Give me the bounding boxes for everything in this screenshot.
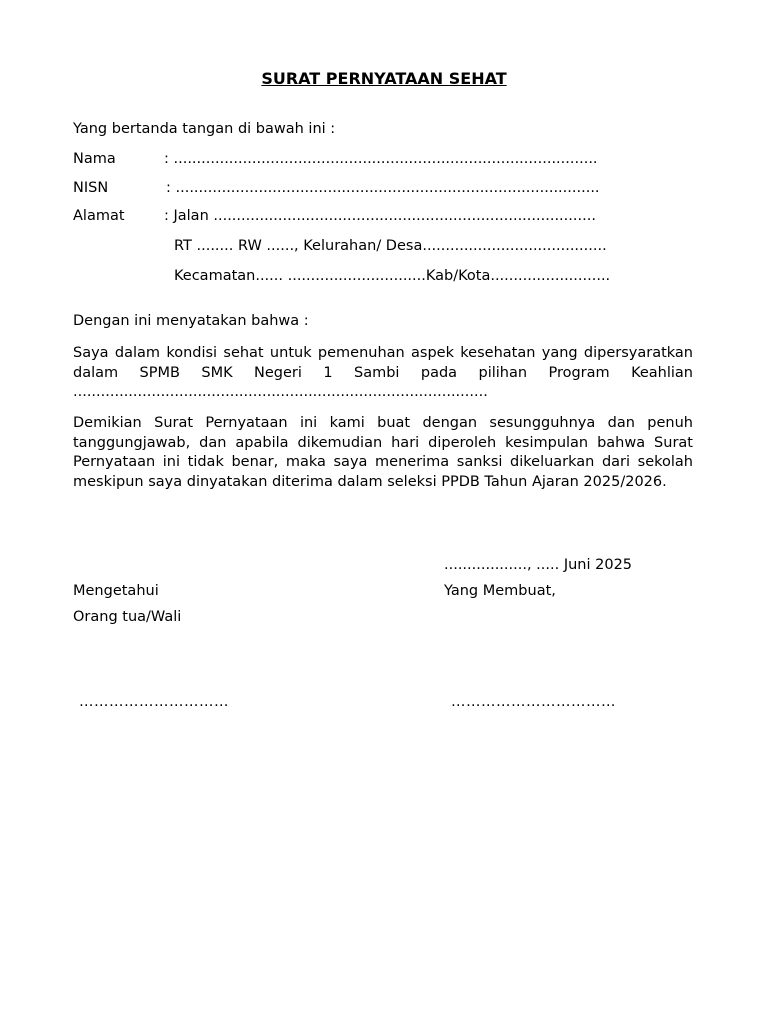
nama-value: : ............................................................................................ xyxy=(164,151,598,167)
intro-text: Yang bertanda tangan di bawah ini : xyxy=(73,121,336,137)
nama-label: Nama xyxy=(73,151,116,167)
paragraph-declaration: Demikian Surat Pernyataan ini kami buat dengan sesungguhnya dan penuh tanggungjawab, dan apabila dikemudian hari diperoleh kesimpulan bahwa Surat Pernyataan ini tidak benar, maka saya menerima sanksi dikeluarkan dari sekolah meskipun saya dinyatakan diterima dalam seleksi PPDB Tahun Ajaran 2025/2026. xyxy=(73,415,693,490)
paragraph-health-statement: Saya dalam kondisi sehat untuk pemenuhan aspek kesehatan yang dipersyaratkan dalam SPMB SMK Negeri 1 Sambi pada pilihan Program Keahlian .......................................................................................... xyxy=(73,345,693,400)
left-signature-line: ………………………… xyxy=(79,694,229,710)
alamat-label: Alamat xyxy=(73,208,125,224)
nisn-value: : ............................................................................................ xyxy=(166,180,600,196)
left-sign-label: Mengetahui xyxy=(73,583,159,599)
left-sign-role: Orang tua/Wali xyxy=(73,609,182,625)
alamat-value: : Jalan ................................................................................... xyxy=(164,208,596,224)
right-signature-line: …………………………… xyxy=(451,694,616,710)
nisn-label: NISN xyxy=(73,180,109,196)
document-title: SURAT PERNYATAAN SEHAT xyxy=(261,69,507,88)
place-date: .................., ..... Juni 2025 xyxy=(444,557,633,573)
alamat-line-3: Kecamatan...... ..............................Kab/Kota.......................... xyxy=(174,268,611,284)
right-sign-label: Yang Membuat, xyxy=(444,583,556,599)
alamat-line-2: RT ........ RW ......, Kelurahan/ Desa........................................ xyxy=(174,238,607,254)
statement-intro: Dengan ini menyatakan bahwa : xyxy=(73,313,309,329)
